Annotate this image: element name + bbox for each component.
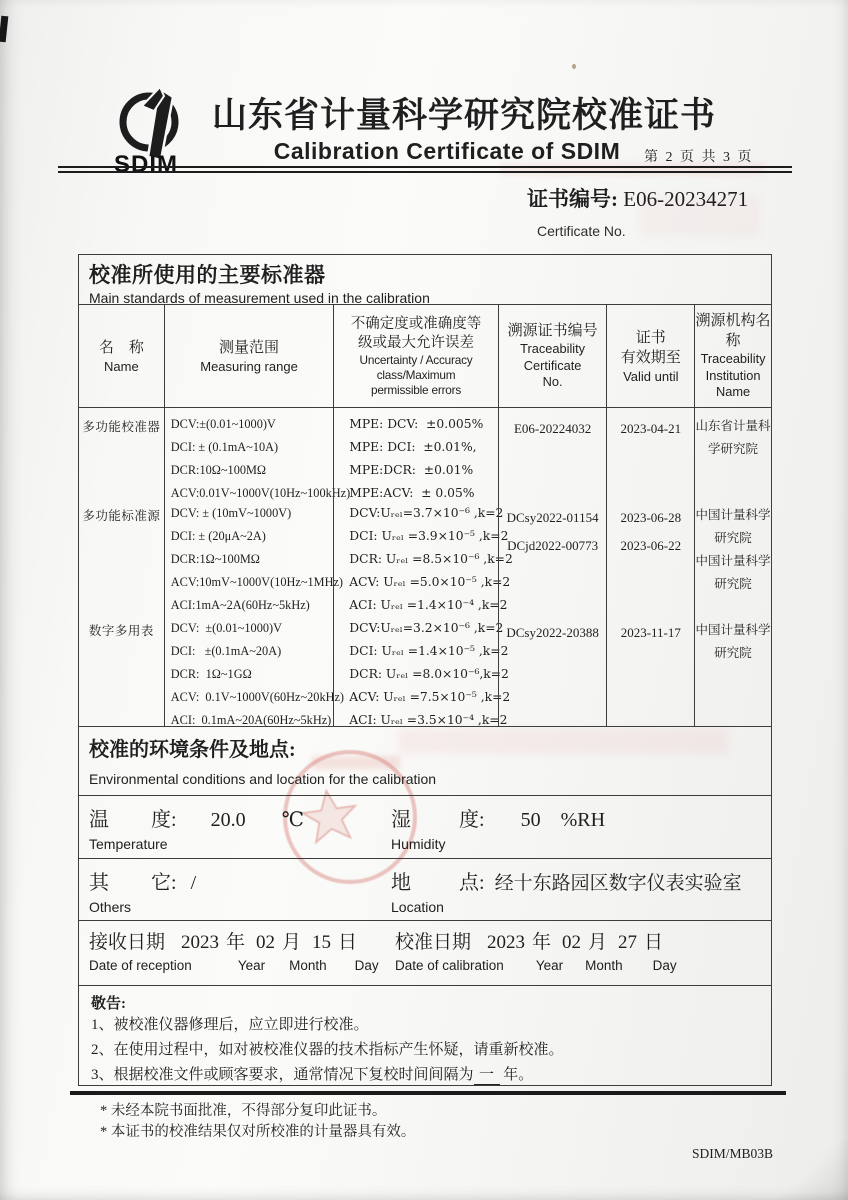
traceability-institution: 山东省计量科 学研究院 [695,419,771,456]
date-of-reception: 接收日期 2023 年 02 月 15 日 Date of reception Year Month Day [89,932,379,973]
humidity-value: 50 [520,809,541,831]
page-number: 第 2 页 共 3 页 [644,150,754,165]
humidity-field: 湿 度: 50 %RH Humidity [391,809,606,852]
calibration-day: 27 [618,932,638,953]
temperature-value: 20.0 [210,809,246,831]
others-location-row [79,859,771,921]
certificate-body-box [78,254,772,1086]
certificate-number-label-en: Certificate No. [537,223,626,239]
others-value: / [190,872,197,894]
traceability-institution: 中国计量科学 研究院 中国计量科学 研究院 [695,508,771,591]
certificate-number-value: E06-20234271 [623,187,749,211]
standards-section-title [79,255,771,305]
col-header-measuring-range: 测量范围 Measuring range [164,305,334,407]
traceability-institution: 中国计量科学 研究院 [695,623,771,660]
standards-table-body [79,408,771,727]
certificate-number-label: 证书编号: [527,187,624,211]
traceability-cert-no: DCsy2022-20388 [506,625,599,640]
col-header-uncertainty: 不确定度或准确度等 级或最大允许误差 Uncertainty / Accuracy class/Maximum permissible errors [333,305,497,407]
standards-title-cn: 校准所使用的主要标准器 [89,263,326,287]
paper-speck [572,64,576,69]
measuring-range: DCV: ±(0.01~1000)V DCI: ±(0.1mA~20A) DCR: 1Ω~1GΩ ACV: 0.1V~1000V(60Hz~20kHz) ACI: 0.1mA~20A(60Hz~5kHz) [170,621,345,727]
form-code: SDIM/MB03B [692,1146,774,1161]
footnote-1: * 未经本院书面批准，不得部分复印此证书。 [100,1103,387,1119]
column-institution [694,408,771,726]
traceability-cert-no: E06-20224032 [513,421,592,436]
others-field: 其 它: / Others [89,872,197,915]
scan-artifact [0,16,8,43]
rh-unit: %RH [560,809,606,831]
bottom-rule [70,1091,786,1095]
measuring-range: DCV: ± (10mV~1000V) DCI: ± (20μA~2A) DCR:1Ω~100MΩ ACV:10mV~1000V(10Hz~1MHz) ACI:1mA~2A(60Hz~5kHz) [170,506,343,612]
notice-section [79,986,771,1087]
temperature-humidity-row [79,796,771,859]
dates-row [79,921,771,986]
standard-name: 多功能标准源 [82,509,161,523]
col-header-valid-until: 证书 有效期至 Valid until [606,305,694,407]
column-uncertainty [333,408,513,727]
logo-text: SDIM [114,151,178,176]
sdim-logo-icon [102,84,202,176]
header-rule [58,166,792,173]
uncertainty-values: DCV:Uᵣₑₗ=3.2×10⁻⁶ ,k=2 DCI: Uᵣₑₗ =1.4×10⁻⁵ ,k=2 DCR: Uᵣₑₗ =8.0×10⁻⁶,k=2 ACV: Uᵣₑₗ =7.5×10⁻⁵ ,k=2 ACI: Uᵣₑₗ =3.5×10⁻⁴ ,k=2 [349,621,511,727]
col-header-traceability-institution: 溯源机构名 称 Traceability Institution Name [694,305,771,407]
valid-until-date: 2023-11-17 [620,625,681,640]
measuring-range: DCV:±(0.01~1000)V DCI: ± (0.1mA~10A) DCR:10Ω~100MΩ ACV:0.01V~1000V(10Hz~100kHz) [170,417,351,500]
reception-month: 02 [256,932,276,953]
humidity-label-en: Humidity [391,836,446,852]
notice-item-2: 2、在使用过程中，如对被校准仪器的技术指标产生怀疑，请重新校准。 [91,1042,564,1058]
column-measuring-range [164,408,351,727]
environment-title-cn: 校准的环境条件及地点: [89,739,296,761]
column-valid-until [606,408,694,726]
calibration-year: 2023 [487,932,526,953]
traceability-cert-no: DCsy2022-01154 DCjd2022-00773 [506,510,599,553]
date-of-calibration: 校准日期 2023 年 02 月 27 日 Date of calibration Year Month Day [395,932,677,973]
col-header-traceability-cert-no: 溯源证书编号 Traceability Certificate No. [498,305,607,407]
temperature-field: 温 度: 20.0 ℃ Temperature [89,809,304,852]
others-label-en: Others [89,899,132,915]
page-title-en: Calibration Certificate of SDIM [273,138,621,164]
scan-corner-shadow [778,1140,848,1200]
certificate-number-line [527,183,748,213]
location-field: 地 点: 经十东路园区数字仪表实验室 Location [391,872,742,915]
recal-interval-value: 一 [474,1067,500,1085]
uncertainty-values: MPE: DCV: ±0.005% MPE: DCI: ±0.01%, MPE:DCR: ±0.01% MPE:ACV: ± 0.05% [349,417,484,500]
uncertainty-values: DCV:Uᵣₑₗ=3.7×10⁻⁶ ,k=2 DCI: Uᵣₑₗ =3.9×10⁻⁵ ,k=2 DCR: Uᵣₑₗ =8.5×10⁻⁶ ,k=2 ACV: Uᵣₑₗ =5.0×10⁻⁵ ,k=2 ACI: Uᵣₑₗ =1.4×10⁻⁴ ,k=2 [349,506,513,612]
notice-item-3: 3、根据校准文件或顾客要求，通常情况下复校时间间隔为 一 年。 [91,1067,534,1083]
environment-section-title [79,727,771,796]
footnote-2: * 本证书的校准结果仅对所校准的计量器具有效。 [100,1124,416,1140]
col-header-name: 名 称 Name [98,339,144,374]
standard-name: 多功能校准器 [82,420,161,434]
temperature-label-en: Temperature [89,836,168,852]
standards-title-en: Main standards of measurement used in the calibration [89,290,430,306]
celsius-unit: ℃ [281,809,304,831]
notice-title: 敬告: [91,996,126,1012]
standards-table-header [79,305,771,408]
location-label-en: Location [391,899,444,915]
footnotes [100,1101,415,1143]
valid-until-date: 2023-04-21 [620,421,682,436]
calibration-month: 02 [562,932,582,953]
column-name [79,408,164,726]
reception-day: 15 [312,932,332,953]
reception-year: 2023 [181,932,220,953]
environment-title-en: Environmental conditions and location for the calibration [89,771,437,787]
notice-item-1: 1、被校准仪器修理后，应立即进行校准。 [91,1017,369,1033]
valid-until-date: 2023-06-28 2023-06-22 [620,510,682,553]
page-title-cn: 山东省计量科学研究院校准证书 [212,96,717,135]
column-traceability-cert-no [498,408,607,726]
location-value: 经十东路园区数字仪表实验室 [494,873,742,894]
standard-name: 数字多用表 [88,624,154,638]
